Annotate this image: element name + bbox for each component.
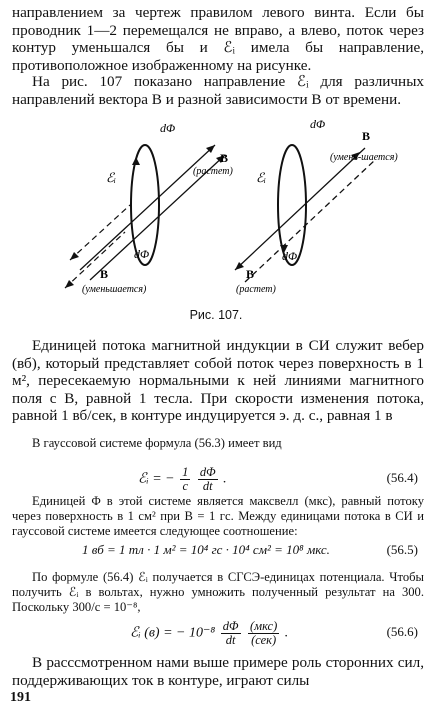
paragraph-4: В гауссовой системе формула (56.3) имеет вид — [32, 436, 282, 450]
f1-num2: dΦ — [199, 465, 216, 479]
formula-56-6 — [0, 614, 432, 648]
paragraph-1: направлением за чертеж правилом левого винта. Если бы проводник 1—2 перемещался не вправо, а влево, поток через контур уменьшался бы и ℰᵢ имела бы направление, противоположное изображенному на рисунке. — [12, 4, 424, 74]
left-dphi-bottom: dΦ — [134, 247, 150, 261]
f1-tail: . — [223, 471, 227, 487]
paragraph-3: Единицей потока магнитной индукции в СИ служит вебер (вб), который представляет собой поток через поверхность в 1 м², пересекаемую нормальными к ней линиями магнитного поля с B, равной 1 тесла. При скорости изменения потока, равной 1 вб/сек, в контуре индуцируется э. д. с., равная 1 в — [12, 337, 424, 425]
figure-caption: Рис. 107. — [189, 308, 243, 322]
f3-num2: (мкс) — [250, 619, 278, 633]
right-bottom-note: (растет) — [236, 284, 276, 295]
paragraph-7: В расссмотренном нами выше примере роль сторонних сил, поддерживающих ток в контуре, играют силы — [12, 654, 424, 689]
page-number: 191 — [10, 690, 31, 705]
right-dphi-top: dΦ — [310, 117, 326, 131]
right-b-note: (умень-шается) — [330, 152, 398, 163]
paragraph-6: По формуле (56.4) ℰᵢ получается в СГСЭ-единицах потенциала. Чтобы получить ℰᵢ в вольтах, нужно умножить полученный результат на 300. Поскольку 300/c = 10⁻⁸, — [12, 570, 424, 615]
f1-den2: dt — [202, 479, 213, 493]
left-b-bottom: B — [100, 267, 109, 281]
f3-den1: dt — [225, 633, 236, 647]
right-b-top: B — [362, 129, 371, 143]
eq-number-56-4: (56.4) — [386, 470, 418, 485]
left-diagram — [65, 121, 234, 295]
f2-text: 1 вб = 1 тл · 1 м² = 10⁴ гс · 10⁴ см² = 10⁸ мкс. — [82, 542, 330, 557]
eq-number-56-5: (56.5) — [386, 542, 418, 557]
f3-num1: dΦ — [222, 619, 239, 633]
f3-tail: . — [284, 625, 289, 641]
left-bottom-note: (уменьшается) — [82, 284, 147, 295]
formula-56-4 — [0, 458, 432, 492]
formula-56-5 — [0, 542, 432, 562]
eq-number-56-6: (56.6) — [386, 624, 418, 639]
f1-num1: 1 — [182, 465, 189, 479]
right-diagram — [235, 117, 398, 295]
right-emf-label: ℰᵢ — [256, 170, 266, 185]
right-dphi-bottom: dΦ — [282, 249, 298, 263]
paragraph-2: На рис. 107 показано направление ℰᵢ для различных направлений вектора B и разной зависимости B от времени. — [12, 73, 424, 108]
left-b-note: (растет) — [193, 166, 233, 177]
paragraph-5: Единицей Φ в этой системе является максвелл (мкс), равный потоку через поверхность в 1 см² при B = 1 гс. Между единицами потока в СИ и гауссовой системе имеется следующее соотношение: — [12, 494, 424, 539]
right-b-bottom: B — [246, 267, 255, 281]
f3-den2: (сек) — [251, 633, 277, 647]
left-emf-label: ℰᵢ — [106, 170, 116, 185]
f3-lhs: ℰᵢ (в) = − 10⁻⁸ — [130, 625, 216, 641]
figure-107 — [60, 110, 398, 310]
left-dphi-top: dΦ — [160, 121, 176, 135]
f1-lhs: ℰᵢ = − — [138, 471, 175, 487]
left-b-top: B — [220, 151, 229, 165]
f1-den1: c — [182, 479, 188, 493]
